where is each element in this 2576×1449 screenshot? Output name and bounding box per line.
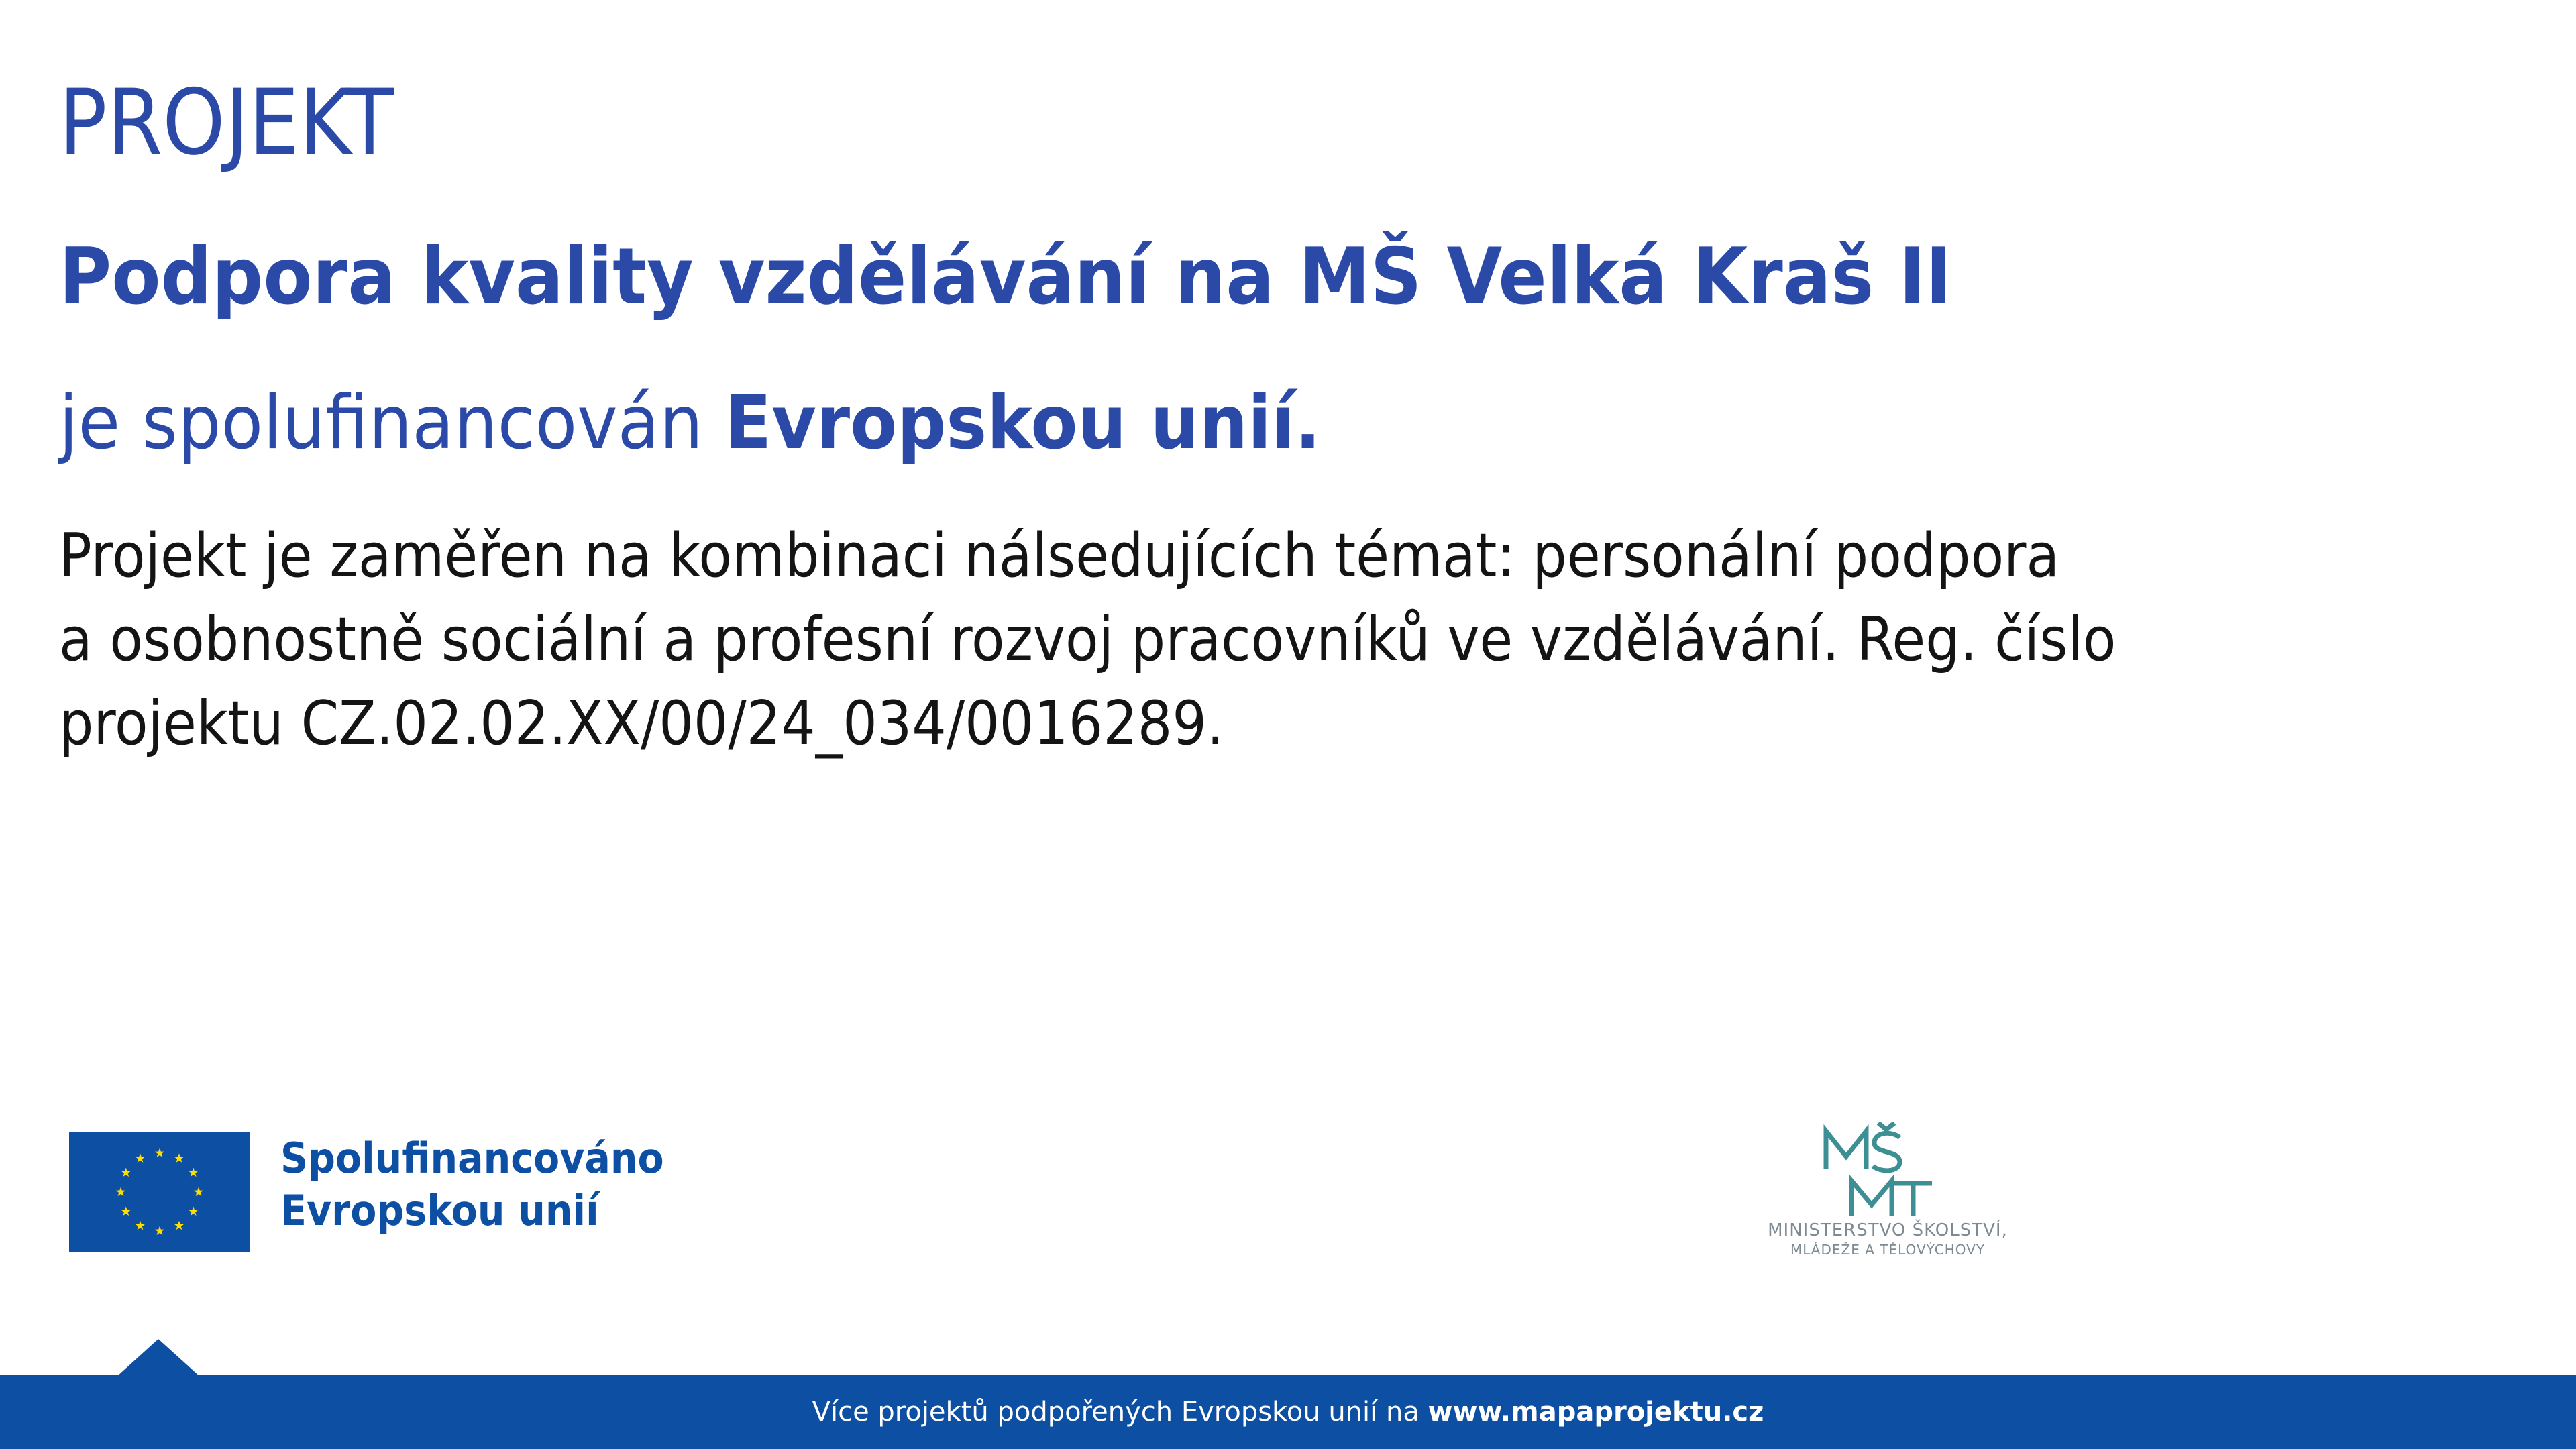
footer-link[interactable]: www.mapaprojektu.cz: [1428, 1397, 1764, 1428]
eu-star-icon: [121, 1207, 131, 1216]
eu-label-line2: Evropskou unií: [280, 1186, 599, 1235]
cofinanced-statement: [59, 373, 1321, 474]
eu-star-icon: [189, 1207, 198, 1216]
eu-label-line1: Spolufinancováno: [280, 1134, 664, 1183]
project-name: Podpora kvality vzdělávání na MŠ Velká Kraš II: [59, 231, 1952, 322]
description-line: projektu CZ.02.02.XX/00/24_034/0016289.: [59, 688, 1224, 759]
footer-text: Více projektů podpořených Evropskou unií na: [812, 1397, 1428, 1428]
msmt-logo: [1751, 1122, 2019, 1263]
msmt-logo-icon: [1751, 1122, 2019, 1216]
page-heading: PROJEKT: [59, 70, 394, 175]
eu-star-icon: [116, 1187, 125, 1197]
eu-star-icon: [189, 1168, 198, 1177]
footer-notch: [117, 1339, 200, 1377]
eu-star-icon: [121, 1168, 131, 1177]
eu-cofinanced-label: [280, 1132, 664, 1237]
msmt-name: [1760, 1220, 2015, 1258]
project-description: [59, 514, 2407, 765]
msmt-name-line2: MLÁDEŽE A TĚLOVÝCHOVY: [1790, 1242, 1986, 1258]
eu-star-icon: [194, 1187, 203, 1197]
description-line: a osobnostně sociální a profesní rozvoj pracovníků ve vzdělávání. Reg. číslo: [59, 604, 2116, 675]
eu-star-icon: [155, 1226, 164, 1236]
msmt-name-line1: MINISTERSTVO ŠKOLSTVÍ,: [1768, 1220, 2008, 1240]
eu-star-icon: [136, 1153, 145, 1163]
eu-star-icon: [174, 1221, 184, 1230]
footer-bar: [0, 1375, 2576, 1449]
description-line: Projekt je zaměřen na kombinaci nálsedujících témat: personální podpora: [59, 521, 2060, 591]
eu-star-icon: [155, 1148, 164, 1158]
cofinanced-emphasis: Evropskou unií.: [724, 380, 1321, 466]
eu-star-icon: [174, 1153, 184, 1163]
cofinanced-prefix: je spolufinancován: [59, 380, 725, 466]
eu-flag-icon: [69, 1132, 250, 1252]
eu-star-icon: [136, 1221, 145, 1230]
